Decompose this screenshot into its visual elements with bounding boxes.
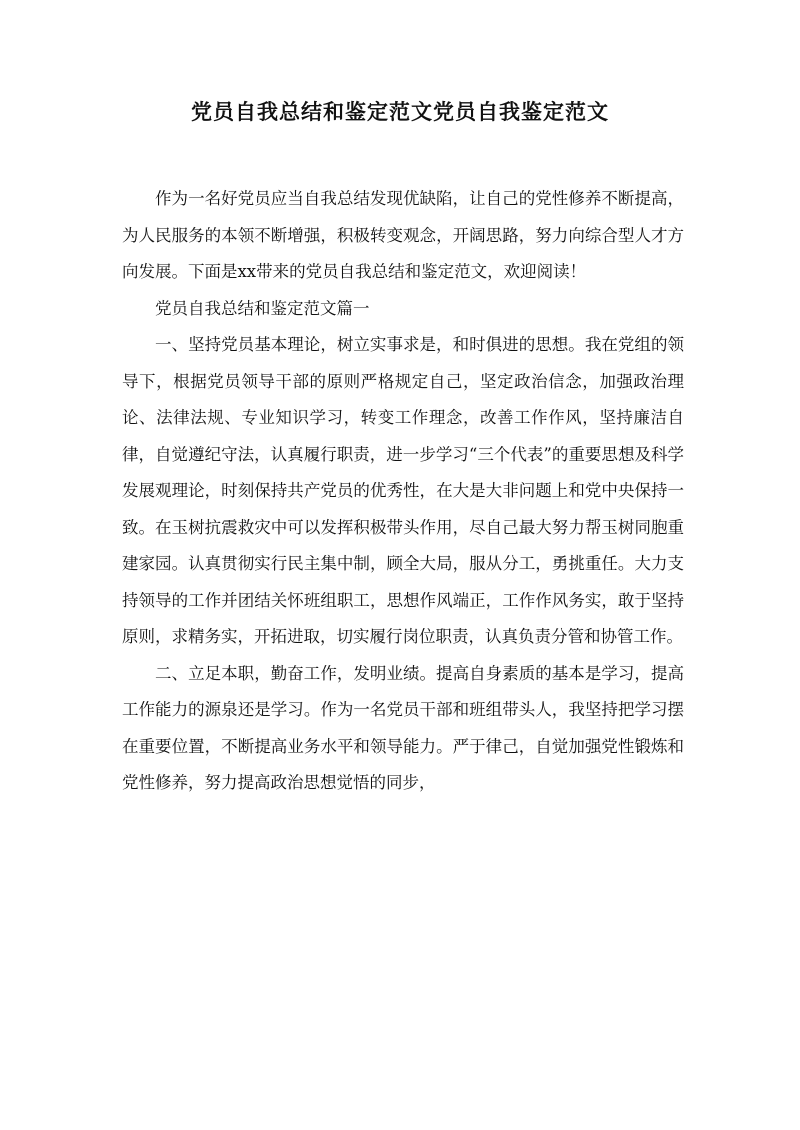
- section-heading: 党员自我总结和鉴定范文篇一: [155, 298, 370, 318]
- document-body: [122, 181, 684, 802]
- document-title: 党员自我总结和鉴定范文党员自我鉴定范文: [191, 99, 609, 124]
- intro-paragraph: 作为一名好党员应当自我总结发现优缺陷，让自己的党性修养不断提高，为人民服务的本领不断增强，积极转变观念，开阔思路，努力向综合型人才方向发展。下面是xx带来的党员自我总结和鉴定范文，欢迎阅读！: [122, 189, 684, 281]
- body-paragraph-2: 二、立足本职，勤奋工作，发明业绩。提高自身素质的基本是学习，提高工作能力的源泉还是学习。作为一名党员干部和班组带头人，我坚持把学习摆在重要位置，不断提高业务水平和领导能力。严于律己，自觉加强党性锻炼和党性修养，努力提高政治思想觉悟的同步，: [122, 663, 684, 792]
- body-paragraph-1: 一、坚持党员基本理论，树立实事求是，和时俱进的思想。我在党组的领导下，根据党员领导干部的原则严格规定自己，坚定政治信念，加强政治理论、法律法规、专业知识学习，转变工作理念，改善工作作风，坚持廉洁自律，自觉遵纪守法，认真履行职责，进一步学习“三个代表”的重要思想及科学发展观理论，时刻保持共产党员的优秀性，在大是大非问题上和党中央保持一致。在玉树抗震救灾中可以发挥积极带头作用，尽自己最大努力帮玉树同胞重建家园。认真贯彻实行民主集中制，顾全大局，服从分工，勇挑重任。大力支持领导的工作并团结关怀班组职工，思想作风端正，工作作风务实，敢于坚持原则，求精务实，开拓进取，切实履行岗位职责，认真负责分管和协管工作。: [122, 335, 684, 646]
